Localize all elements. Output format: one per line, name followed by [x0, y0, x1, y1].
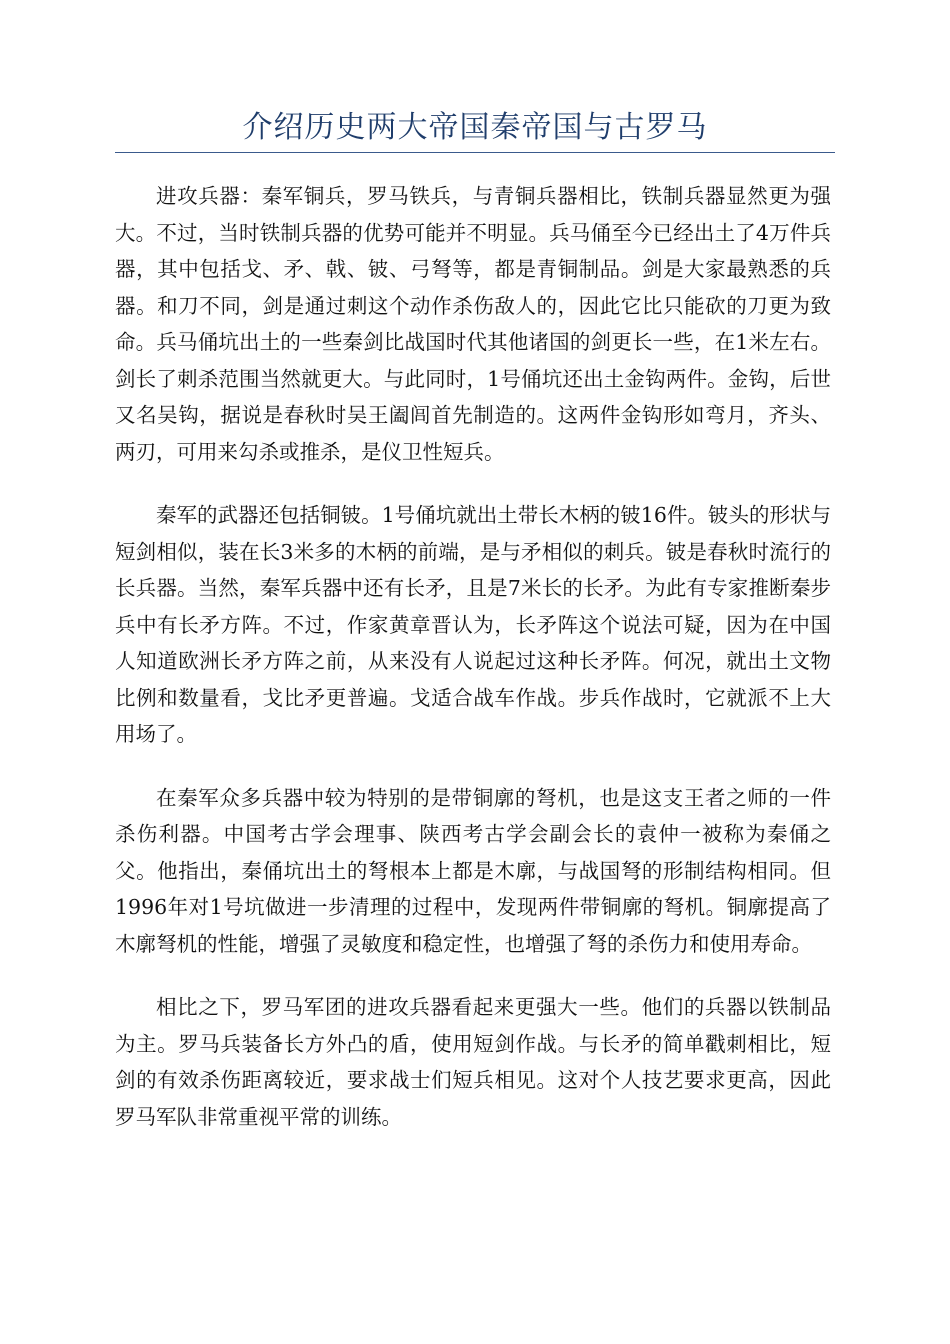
paragraph-qin-pi-and-spears: 秦军的武器还包括铜铍。1号俑坑就出土带长木柄的铍16件。铍头的形状与短剑相似，装在长3米多的木柄的前端，是与矛相似的刺兵。铍是春秋时流行的长兵器。当然，秦军兵器中还有长矛，且是7米长的长矛。为此有专家推断秦步兵中有长矛方阵。不过，作家黄章晋认为，长矛阵这个说法可疑，因为在中国人知道欧洲长矛方阵之前，从来没有人说起过这种长矛阵。何况，就出土文物比例和数量看，戈比矛更普遍。戈适合战车作战。步兵作战时，它就派不上大用场了。: [115, 503, 831, 746]
paragraph-offensive-weapons: 进攻兵器：秦军铜兵，罗马铁兵，与青铜兵器相比，铁制兵器显然更为强大。不过，当时铁制兵器的优势可能并不明显。兵马俑至今已经出土了4万件兵器，其中包括戈、矛、戟、铍、弓弩等，都是青铜制品。剑是大家最熟悉的兵器。和刀不同，剑是通过刺这个动作杀伤敌人的，因此它比只能砍的刀更为致命。兵马俑坑出土的一些秦剑比战国时代其他诸国的剑更长一些，在1米左右。剑长了刺杀范围当然就更大。与此同时，1号俑坑还出土金钩两件。金钩，后世又名吴钩，据说是春秋时吴王阖闾首先制造的。这两件金钩形如弯月，齐头、两刃，可用来勾杀或推杀，是仪卫性短兵。: [115, 184, 831, 464]
title-block: [115, 108, 835, 153]
document-body: [115, 178, 831, 1162]
paragraph-crossbow: 在秦军众多兵器中较为特别的是带铜廓的弩机，也是这支王者之师的一件杀伤利器。中国考古学会理事、陕西考古学会副会长的袁仲一被称为秦俑之父。他指出，秦俑坑出土的弩根本上都是木廓，与战国弩的形制结构相同。但1996年对1号坑做进一步清理的过程中，发现两件带铜廓的弩机。铜廓提高了木廓弩机的性能，增强了灵敏度和稳定性，也增强了弩的杀伤力和使用寿命。: [115, 785, 831, 956]
paragraph-roman-weapons: 相比之下，罗马军团的进攻兵器看起来更强大一些。他们的兵器以铁制品为主。罗马兵装备长方外凸的盾，使用短剑作战。与长矛的简单戳刺相比，短剑的有效杀伤距离较近，要求战士们短兵相见。这对个人技艺要求更高，因此罗马军队非常重视平常的训练。: [115, 995, 831, 1129]
page-title: 介绍历史两大帝国秦帝国与古罗马: [242, 110, 708, 145]
